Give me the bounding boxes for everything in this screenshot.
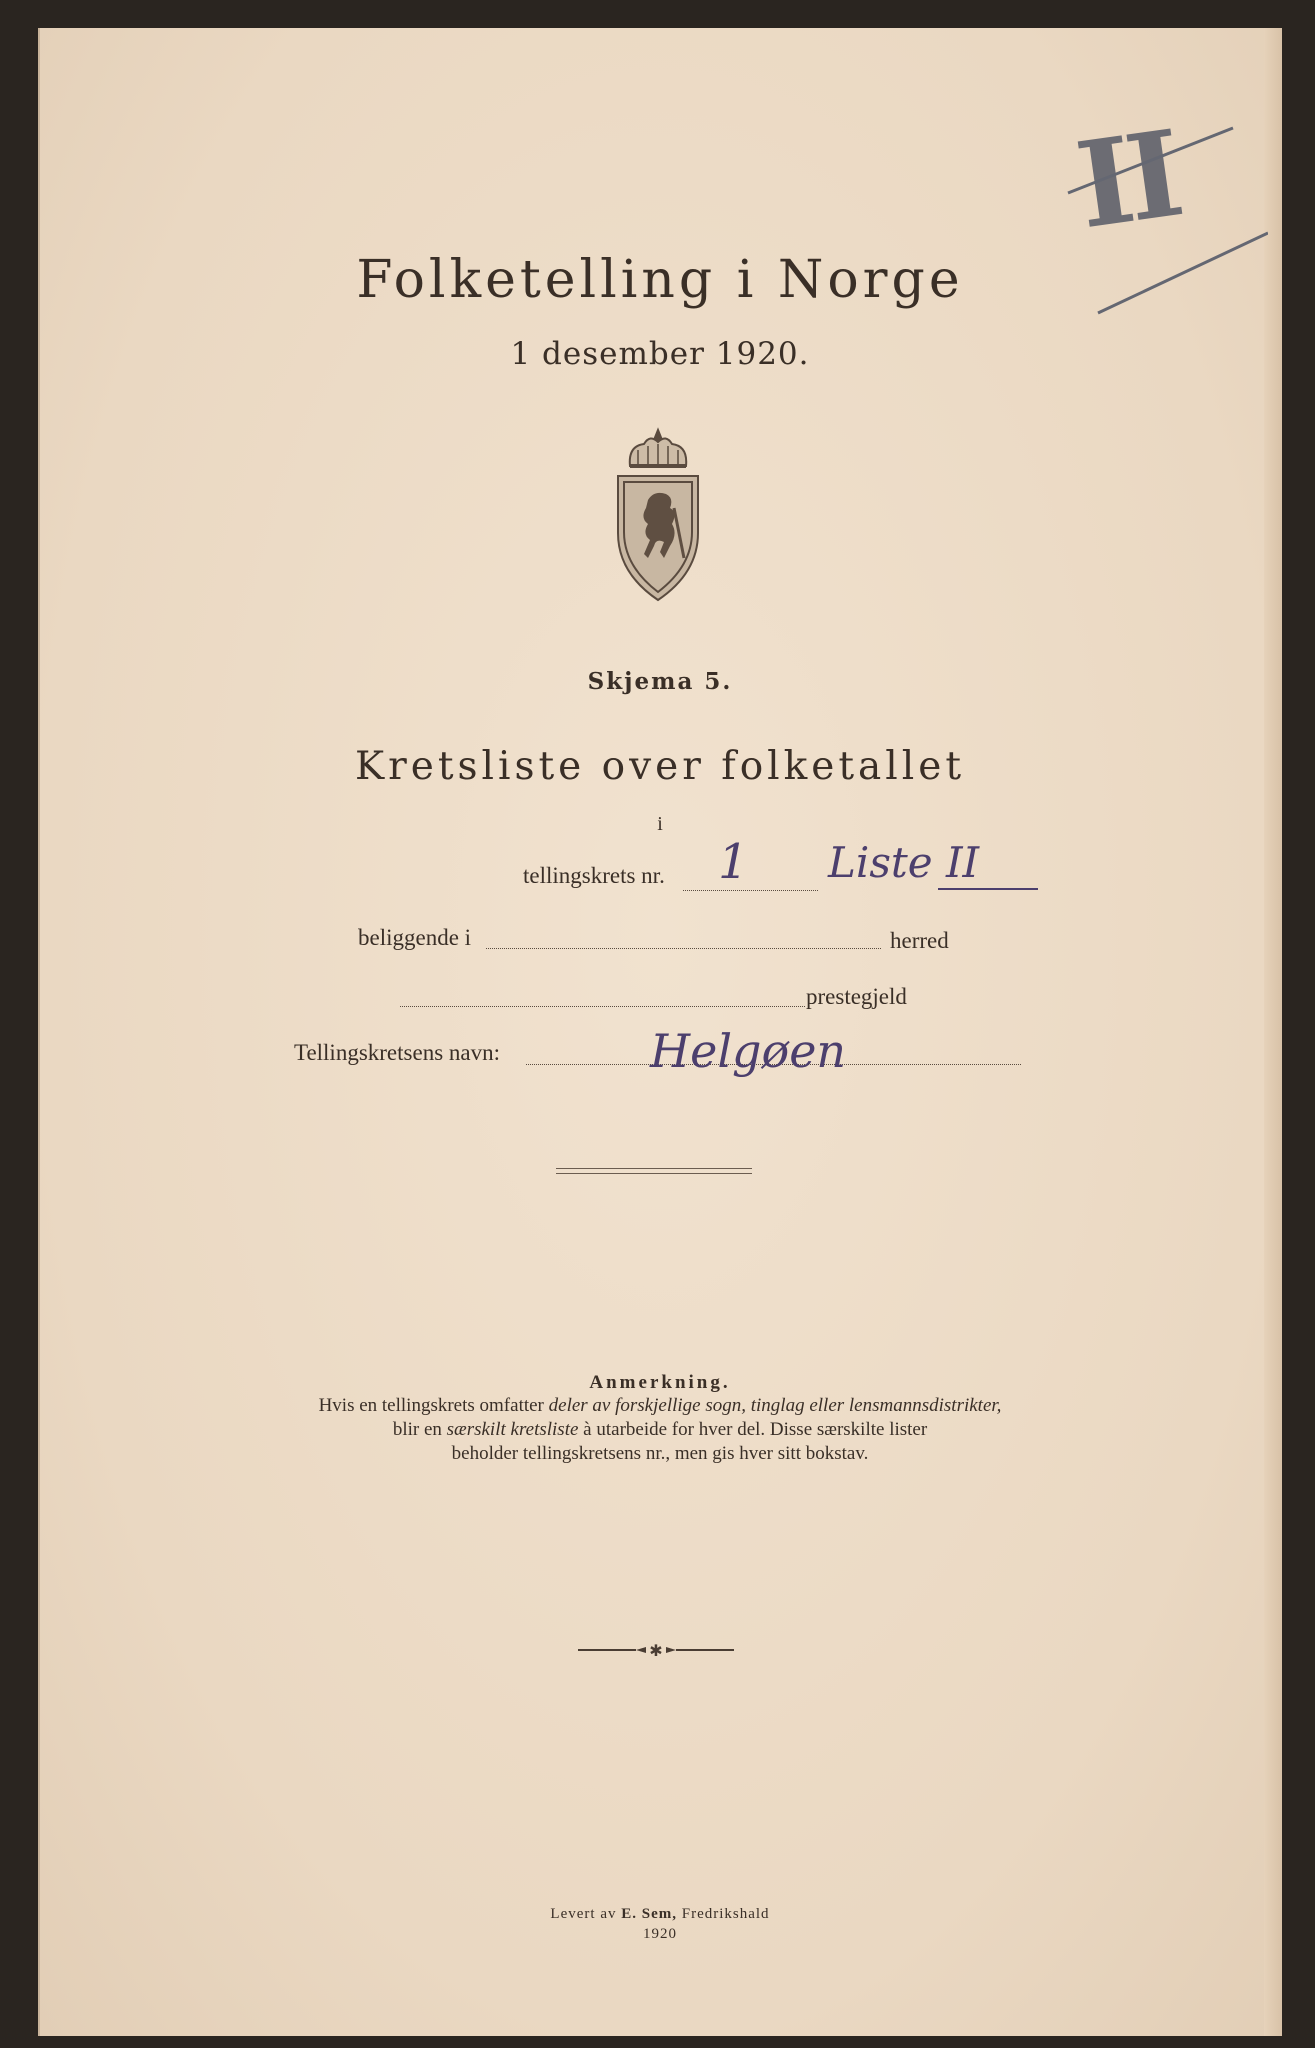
beliggende-label: beliggende i	[358, 925, 472, 950]
corner-handwritten-mark: II	[1068, 103, 1186, 256]
printer-place: Fredrikshald	[676, 1906, 770, 1922]
krets-number-value: 1	[718, 834, 749, 890]
census-form-page	[38, 28, 1282, 2036]
note-line-1-italic: deler av forskjellige sogn, tinglag eller lensmannsdistrikter,	[548, 1395, 1002, 1416]
form-number: Skjema 5.	[587, 668, 733, 695]
prestegjeld-label: prestegjeld	[806, 984, 907, 1009]
herred-dotline	[486, 948, 881, 949]
note-line-1-plain: Hvis en tellingskrets omfatter	[318, 1395, 549, 1416]
printer-year: 1920	[643, 1926, 677, 1942]
krets-number-label: tellingskrets nr.	[523, 863, 665, 888]
krets-extra-value: Liste II	[828, 838, 980, 887]
preposition-i: i	[657, 813, 663, 835]
krets-number-dotline	[683, 890, 818, 891]
form-heading: Kretsliste over folketallet	[354, 744, 965, 789]
svg-text:✱: ✱	[649, 1641, 663, 1660]
separator-rule-top	[556, 1168, 752, 1169]
prestegjeld-dotline	[400, 1006, 805, 1007]
note-line-1	[38, 1394, 1282, 1418]
note-line-2-plain-a: blir en	[392, 1419, 447, 1440]
note-line-3: beholder tellingskretsens nr., men gis hver sitt bokstav.	[451, 1443, 869, 1464]
census-date: 1 desember 1920.	[510, 336, 810, 372]
krets-name-value: Helgøen	[650, 1024, 847, 1078]
page-edge	[1264, 28, 1282, 2036]
note-line-2	[38, 1418, 1282, 1442]
norwegian-lion-shield-icon	[608, 408, 708, 608]
document-title: Folketelling i Norge	[356, 250, 964, 310]
printer-name: E. Sem,	[621, 1906, 677, 1922]
note-title: Anmerkning.	[589, 1372, 731, 1393]
star-ornament-icon	[576, 1640, 736, 1660]
separator-rule-bottom	[556, 1173, 752, 1174]
note-line-2-italic: særskilt kretsliste	[446, 1419, 579, 1440]
note-line-2-plain-b: à utarbeide for hver del. Disse særskilte lister	[578, 1419, 928, 1440]
herred-label: herred	[890, 928, 949, 953]
printer-prefix: Levert av	[550, 1906, 622, 1922]
printer-line	[38, 1906, 1282, 1923]
krets-name-label: Tellingskretsens navn:	[294, 1040, 500, 1065]
krets-extra-underline	[938, 888, 1038, 890]
